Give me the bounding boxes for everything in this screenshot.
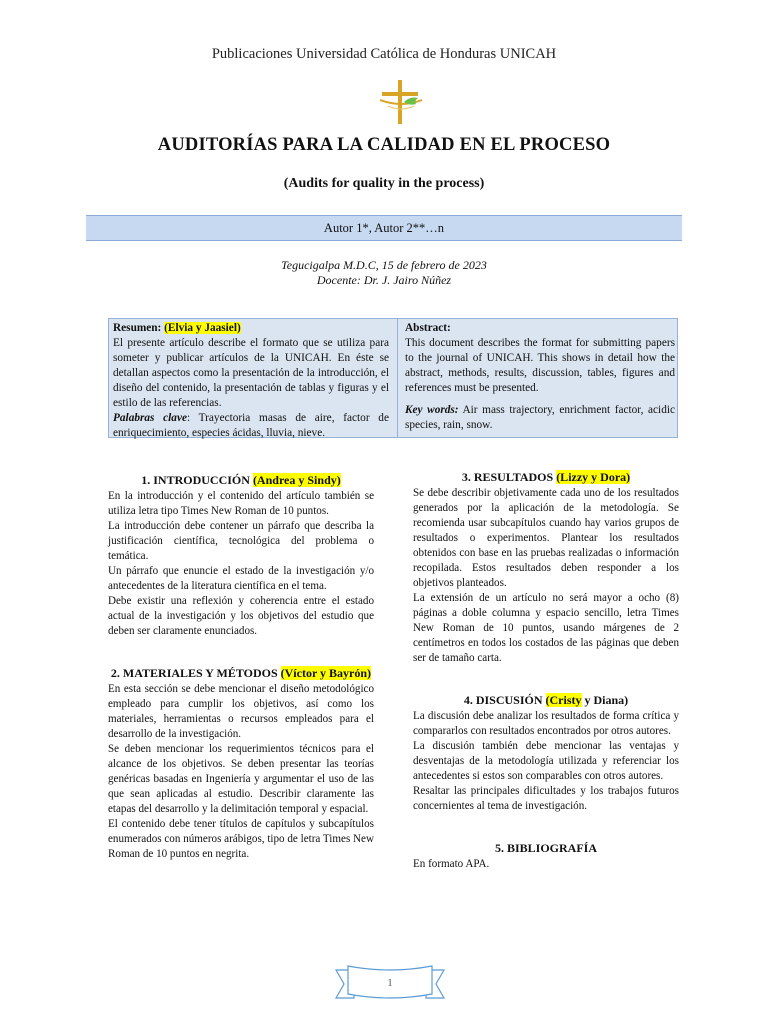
page-number: 1 xyxy=(387,977,393,989)
intro-paragraph: Un párrafo que enuncie el estado de la investigación y/o antecedentes de la literatura científica en el tema. xyxy=(108,565,374,592)
publication-header: Publicaciones Universidad Católica de Honduras UNICAH xyxy=(211,46,557,62)
resumen-text: El presente artículo describe el formato que se utiliza para someter y publicar artículos de la UNICAH. En éste se detallan aspectos como la presentación de la introducción, el diseño del contenido, la presentación de tablas y figuras y el estilo de las referencias. xyxy=(113,337,389,409)
document-subtitle: (Audits for quality in the process) xyxy=(283,176,485,191)
abstract-column xyxy=(405,321,675,433)
intro-paragraph: Debe existir una reflexión y coherencia entre el estado actual de la investigación y los objetivos del estudio que deben ser claramente enunciados. xyxy=(108,595,374,637)
right-column xyxy=(413,470,679,872)
methods-names: (Víctor y Bayrón) xyxy=(280,666,372,680)
authors-text: Autor 1*, Autor 2**…n xyxy=(323,221,445,235)
abstract-box xyxy=(108,318,678,438)
document-title: AUDITORÍAS PARA LA CALIDAD EN EL PROCESO xyxy=(157,135,611,155)
intro-paragraph: La introducción debe contener un párrafo que describa la justificación científica, tecnológica del problema o temática. xyxy=(108,520,374,562)
teacher-line: Docente: Dr. J. Jairo Núñez xyxy=(316,273,452,287)
results-paragraph: La extensión de un artículo no será mayor a ocho (8) páginas a doble columna y espacio sencillo, letra Times New Roman de 10 puntos, usando márgenes de 2 centímetros en todos los costados de las páginas que deben ser de tamaño carta. xyxy=(413,592,679,664)
palabras-clave xyxy=(113,411,389,441)
bibliography-paragraph: En formato APA. xyxy=(413,858,490,870)
discussion-names-rest: y Diana) xyxy=(581,693,629,707)
methods-heading xyxy=(108,666,374,681)
palabras-clave-text: : Trayectoria masas de aire, factor de enriquecimiento, especies ácidas, lluvia, nieve. xyxy=(113,412,389,439)
key-words-label: Key words: xyxy=(405,404,459,416)
cross-dove-logo-icon xyxy=(374,78,428,126)
discussion-paragraph: La discusión debe analizar los resultados de forma crítica y compararlos con resultados encontrados por otros autores. xyxy=(413,710,679,737)
author-band xyxy=(86,215,682,241)
results-paragraph: Se debe describir objetivamente cada uno de los resultados generados por la aplicación de la metodología. Se recomienda usar subcapítulos cuando hay varios grupos de resultados o experimentos. Plantear los resultados obtenidos con base en las pruebas realizadas o información recopilada. Estos resultados deben responder a los objetivos planteados. xyxy=(413,487,679,589)
key-words-text: Air mass trajectory, enrichment factor, acidic species, rain, snow. xyxy=(405,404,675,431)
methods-heading-text: 2. MATERIALES Y MÉTODOS xyxy=(110,666,278,680)
palabras-clave-label: Palabras clave xyxy=(113,412,187,424)
intro-heading xyxy=(108,473,374,488)
bibliography-heading: 5. BIBLIOGRAFÍA xyxy=(494,841,598,855)
abstract-text: This document describes the format for submitting papers to the journal of UNICAH. This shows in detail how the abstract, methods, results, discussion, tables, figures and references must be presented. xyxy=(405,337,675,394)
abstract-divider xyxy=(397,319,398,437)
methods-paragraph: Se deben mencionar los requerimientos técnicos para el alcance de los objetivos. Se deben presentar las teorías genéricas basadas en Ingeniería y argumentar el uso de las que sean aplicadas al estudio. Describir claramente las etapas del desarrollo y la delimitación temporal y espacial. xyxy=(108,743,374,815)
place-date-block xyxy=(0,258,768,288)
discussion-heading-text: 4. DISCUSIÓN xyxy=(463,693,543,707)
results-heading-text: 3. RESULTADOS xyxy=(461,470,554,484)
key-words xyxy=(405,403,675,433)
intro-heading-text: 1. INTRODUCCIÓN xyxy=(141,473,250,487)
discussion-heading xyxy=(413,693,679,708)
results-names: (Lizzy y Dora) xyxy=(556,470,631,484)
intro-names: (Andrea y Sindy) xyxy=(252,473,341,487)
methods-paragraph: El contenido debe tener títulos de capítulos y subcapítulos enumerados con números arábigos, tipo de letra Times New Roman de 10 puntos en negrita. xyxy=(108,818,374,860)
resumen-label: Resumen: xyxy=(113,322,162,334)
abstract-heading: Abstract: xyxy=(405,322,451,334)
resumen-names: (Elvia y Jaasiel) xyxy=(164,322,241,334)
methods-paragraph: En esta sección se debe mencionar el diseño metodológico empleado para cumplir los objetivos, así como los materiales, herramientas o recursos empleados para el desarrollo de la investigación. xyxy=(108,683,374,740)
place-date: Tegucigalpa M.D.C, 15 de febrero de 2023 xyxy=(281,258,487,272)
resumen-column xyxy=(113,321,389,441)
left-column xyxy=(108,473,374,862)
discussion-paragraph: Resaltar las principales dificultades y los trabajos futuros concernientes al tema de investigación. xyxy=(413,785,679,812)
resumen-heading xyxy=(113,321,389,336)
results-heading xyxy=(413,470,679,485)
discussion-names-highlighted: (Cristy xyxy=(545,693,582,707)
intro-paragraph: En la introducción y el contenido del artículo también se utiliza letra tipo Times New Roman de 10 puntos. xyxy=(108,490,374,517)
discussion-paragraph: La discusión también debe mencionar las ventajas y desventajas de la metodología utilizada y referenciar los antecedentes si estos son comparables con otros autores. xyxy=(413,740,679,782)
